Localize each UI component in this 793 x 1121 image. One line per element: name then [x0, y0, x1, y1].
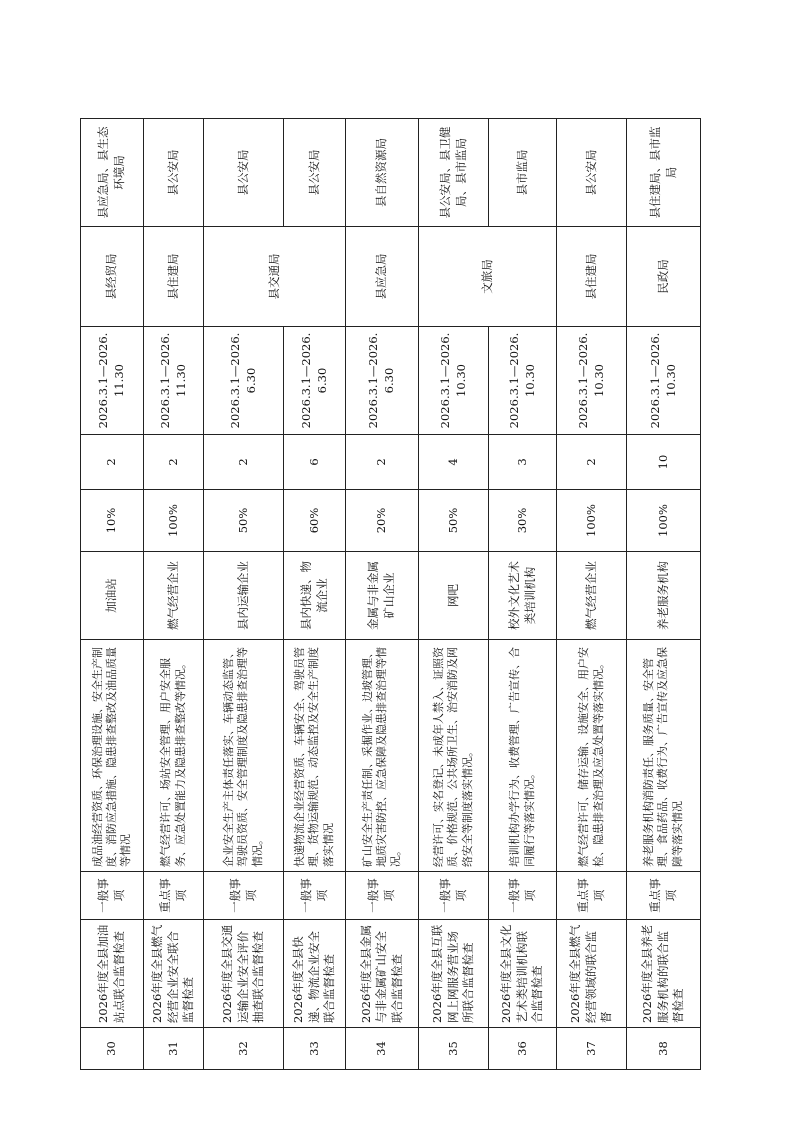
- inspection-target: 县内快递、物流企业: [284, 552, 346, 640]
- sampling-ratio: 20%: [346, 490, 419, 552]
- item-level: 一般事项: [489, 872, 557, 920]
- partner-departments: 县公安局: [204, 119, 284, 227]
- lead-department: 县住建局: [144, 227, 204, 327]
- sampling-ratio: 10%: [81, 490, 144, 552]
- sampling-ratio: 100%: [627, 490, 701, 552]
- inspection-count: 2: [346, 435, 419, 490]
- item-name: 2026年度全县快递、物流企业安全联合监督检查: [284, 920, 346, 1028]
- inspection-count: 6: [284, 435, 346, 490]
- row-number: 36: [489, 1028, 557, 1070]
- sampling-ratio: 30%: [489, 490, 557, 552]
- table-row: [346, 119, 419, 1070]
- time-period: 2026.3.1—2026.10.30: [419, 327, 489, 435]
- time-period: 2026.3.1—2026.6.30: [204, 327, 284, 435]
- item-content: 企业安全生产主体责任落实、车辆动态监管、驾驶员资质、安全管理制度及隐患排查治理等情况。: [204, 640, 284, 872]
- table-row: [144, 119, 204, 1070]
- item-name: 2026年度全县养老服务机构的联合监督检查: [627, 920, 701, 1028]
- inspection-target: 县内运输企业: [204, 552, 284, 640]
- inspection-target: 养老服务机构: [627, 552, 701, 640]
- inspection-count: 10: [627, 435, 701, 490]
- row-number: 37: [557, 1028, 627, 1070]
- sampling-ratio: 50%: [419, 490, 489, 552]
- item-name: 2026年度全县加油站点联合监督检查: [81, 920, 144, 1028]
- item-name: 2026年度全县燃气经营企业安全联合监督检查: [144, 920, 204, 1028]
- item-content: 培训机构办学行为、收费管理、广告宣传、合同履行等落实情况。: [489, 640, 557, 872]
- item-content: 成品油经营资质、环保治理设施、安全生产制度、消防应急措施、隐患排查整改及油品质量等情况: [81, 640, 144, 872]
- row-number: 33: [284, 1028, 346, 1070]
- partner-departments: 县应急局、县生态环境局: [81, 119, 144, 227]
- partner-departments: 县公安局: [144, 119, 204, 227]
- row-number: 34: [346, 1028, 419, 1070]
- table-row: [557, 119, 627, 1070]
- item-content: 矿山安全生产责任制、采掘作业、边坡管理、地质灾害防控、应急保障及隐患排查治理等情况。: [346, 640, 419, 872]
- lead-department: 县经贸局: [81, 227, 144, 327]
- partner-departments: 县自然资源局: [346, 119, 419, 227]
- row-number: 31: [144, 1028, 204, 1070]
- inspection-plan-table: [80, 118, 701, 1070]
- partner-departments: 县住建局、县市监局: [627, 119, 701, 227]
- inspection-target: 校外文化艺术类培训机构: [489, 552, 557, 640]
- time-period: 2026.3.1—2026.10.30: [557, 327, 627, 435]
- time-period: 2026.3.1—2026.6.30: [346, 327, 419, 435]
- item-name: 2026年度全县金属与非金属矿山安全联合监督检查: [346, 920, 419, 1028]
- time-period: 2026.3.1—2026.10.30: [489, 327, 557, 435]
- inspection-target: 网吧: [419, 552, 489, 640]
- item-level: 重点事项: [557, 872, 627, 920]
- sampling-ratio: 100%: [557, 490, 627, 552]
- inspection-count: 2: [144, 435, 204, 490]
- table-row: [81, 119, 144, 1070]
- inspection-target: 燃气经营企业: [144, 552, 204, 640]
- inspection-target: 加油站: [81, 552, 144, 640]
- inspection-target: 燃气经营企业: [557, 552, 627, 640]
- row-number: 35: [419, 1028, 489, 1070]
- lead-department: 民政局: [627, 227, 701, 327]
- item-level: 一般事项: [81, 872, 144, 920]
- item-level: 重点事项: [144, 872, 204, 920]
- inspection-count: 4: [419, 435, 489, 490]
- inspection-count: 3: [489, 435, 557, 490]
- item-level: 一般事项: [419, 872, 489, 920]
- row-number: 38: [627, 1028, 701, 1070]
- row-number: 32: [204, 1028, 284, 1070]
- table-row: [204, 119, 284, 1070]
- rotated-table-wrapper: [80, 119, 700, 1070]
- item-content: 快递物流企业经营资质、车辆安全、驾驶员管理、货物运输规范、动态监控及安全生产制度落实情况: [284, 640, 346, 872]
- inspection-target: 金属与非金属矿山企业: [346, 552, 419, 640]
- time-period: 2026.3.1—2026.11.30: [144, 327, 204, 435]
- lead-department: 县住建局: [557, 227, 627, 327]
- partner-departments: 县公安局: [557, 119, 627, 227]
- time-period: 2026.3.1—2026.11.30: [81, 327, 144, 435]
- item-level: 一般事项: [346, 872, 419, 920]
- inspection-count: 2: [557, 435, 627, 490]
- time-period: 2026.3.1—2026.10.30: [627, 327, 701, 435]
- item-content: 养老服务机构消防责任、服务质量、安全管理、食品药品、收费行为、广告宣传及应急保障等落实情况: [627, 640, 701, 872]
- lead-department: 县交通局: [204, 227, 346, 327]
- item-name: 2026年度全县燃气经营领域的联合监督: [557, 920, 627, 1028]
- partner-departments: 县市监局: [489, 119, 557, 227]
- inspection-count: 2: [81, 435, 144, 490]
- partner-departments: 县公安局、县卫健局、县市监局: [419, 119, 489, 227]
- item-name: 2026年度全县交通运输企业安全评价抽查联合监督检查: [204, 920, 284, 1028]
- table-row: [627, 119, 701, 1070]
- lead-department: 县应急局: [346, 227, 419, 327]
- item-content: 经营许可、实名登记、未成年人禁入、证照资质、价格规范、公共场所卫生、治安消防及网络安全等制度落实情况。: [419, 640, 489, 872]
- table-row: [419, 119, 489, 1070]
- item-level: 一般事项: [284, 872, 346, 920]
- item-name: 2026年度全县文化艺术类培训机构联合监督检查: [489, 920, 557, 1028]
- inspection-count: 2: [204, 435, 284, 490]
- item-level: 一般事项: [204, 872, 284, 920]
- sampling-ratio: 100%: [144, 490, 204, 552]
- time-period: 2026.3.1—2026.6.30: [284, 327, 346, 435]
- item-content: 燃气经营许可、储存运输、设施安全、用户安检、隐患排查治理及应急处置等落实情况。: [557, 640, 627, 872]
- row-number: 30: [81, 1028, 144, 1070]
- sampling-ratio: 50%: [204, 490, 284, 552]
- partner-departments: 县公安局: [284, 119, 346, 227]
- item-level: 重点事项: [627, 872, 701, 920]
- lead-department: 文旅局: [419, 227, 557, 327]
- sampling-ratio: 60%: [284, 490, 346, 552]
- item-content: 燃气经营许可、场站安全管理、用户安全服务、应急处置能力及隐患排查整改等情况。: [144, 640, 204, 872]
- item-name: 2026年度全县互联网上网服务营业场所联合监督检查: [419, 920, 489, 1028]
